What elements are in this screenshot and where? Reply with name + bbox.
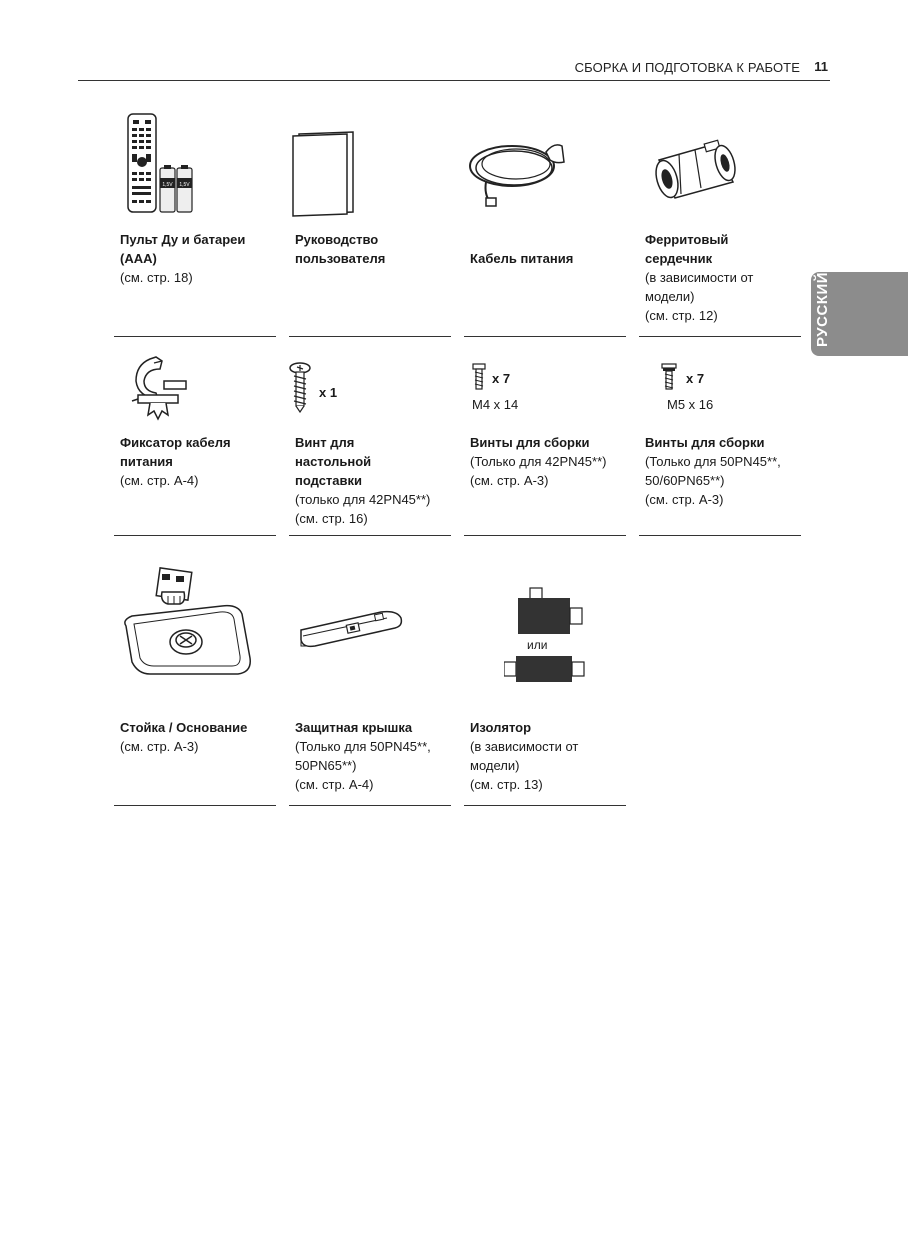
item-note-line: (см. стр. A-4) (120, 473, 199, 488)
item-title-line: Защитная крышка (295, 720, 413, 735)
quantity-label: x 7 (686, 371, 705, 386)
item-description (470, 718, 626, 794)
item-description (470, 433, 626, 490)
stand-screw-icon (289, 361, 311, 413)
item-divider (289, 805, 451, 806)
header-divider (78, 80, 830, 81)
item-note-line: (только для 42PN45**) (295, 492, 431, 507)
screw-size-label: M4 x 14 (472, 397, 519, 412)
language-tab (811, 272, 908, 356)
item-divider (639, 336, 801, 337)
item-divider (289, 336, 451, 337)
item-divider (639, 535, 801, 536)
item-title-line: Ферритовый (645, 232, 729, 247)
item-note-line: 50PN65**) (295, 758, 357, 773)
remote-batteries-icon (126, 112, 206, 216)
battery-label: 1,5V (179, 182, 190, 188)
item-description (120, 718, 276, 756)
item-description (295, 230, 451, 268)
quantity-label: x 1 (319, 385, 338, 400)
section-title: СБОРКА И ПОДГОТОВКА К РАБОТЕ (574, 60, 800, 75)
item-description (295, 718, 451, 794)
item-title-line: Фиксатор кабеля (120, 435, 231, 450)
item-note-line: (см. стр. 16) (295, 511, 368, 526)
item-divider (464, 535, 626, 536)
item-title-line: Руководство (295, 232, 379, 247)
item-note-line: (см. стр. 18) (120, 270, 193, 285)
page-number: 11 (814, 59, 828, 74)
language-tab-label: РУССКИЙ (814, 271, 831, 347)
item-title-line: питания (120, 454, 173, 469)
item-note-line: модели) (645, 289, 695, 304)
item-note-line: (см. стр. 12) (645, 308, 718, 323)
or-label: или (527, 638, 548, 652)
power-cable-icon (466, 132, 570, 208)
item-description (645, 433, 801, 509)
quantity-label: x 7 (492, 371, 511, 386)
screw-size-label: M5 x 16 (667, 397, 714, 412)
item-note-line: (см. стр. 13) (470, 777, 543, 792)
item-note-line: (Только для 50PN45**, (295, 739, 431, 754)
battery-label: 1,5V (162, 182, 173, 188)
item-title-line: Винты для сборки (470, 435, 590, 450)
item-note-line: (см. стр. A-3) (470, 473, 549, 488)
item-description (120, 433, 276, 490)
item-note-line: (Только для 42PN45**) (470, 454, 607, 469)
item-note-line: (Только для 50PN45**, (645, 454, 781, 469)
item-description (470, 249, 626, 268)
item-title-line: Винты для сборки (645, 435, 765, 450)
item-divider (114, 805, 276, 806)
stand-base-icon (114, 562, 254, 688)
item-divider (114, 535, 276, 536)
isolator-icon (504, 586, 588, 688)
item-title-line: Стойка / Основание (120, 720, 248, 735)
item-title-line: подставки (295, 473, 363, 488)
item-divider (289, 535, 451, 536)
item-title-line: пользователя (295, 251, 386, 266)
item-note-line: (см. стр. A-3) (645, 492, 724, 507)
item-note-line: 50/60PN65**) (645, 473, 725, 488)
screw-m4-icon (472, 363, 486, 391)
item-title-line: настольной (295, 454, 372, 469)
ferrite-core-icon (645, 130, 745, 206)
cable-holder-icon (128, 355, 192, 421)
screw-m5-icon (661, 363, 677, 391)
item-title-line: (AAA) (120, 251, 157, 266)
manual-book-icon (289, 128, 357, 218)
item-note-line: (см. стр. A-3) (120, 739, 199, 754)
protective-cover-icon (297, 606, 407, 652)
item-description (120, 230, 276, 287)
item-divider (464, 805, 626, 806)
item-description (295, 433, 451, 528)
item-divider (114, 336, 276, 337)
item-title-line: сердечник (645, 251, 713, 266)
item-note-line: (в зависимости от (645, 270, 754, 285)
item-note-line: (в зависимости от (470, 739, 579, 754)
item-title-line: Изолятор (470, 720, 532, 735)
item-title-line: Винт для (295, 435, 355, 450)
item-description (645, 230, 801, 325)
item-divider (464, 336, 626, 337)
item-title-line: Кабель питания (470, 251, 574, 266)
item-note-line: (см. стр. A-4) (295, 777, 374, 792)
item-title-line: Пульт Ду и батареи (120, 232, 246, 247)
item-note-line: модели) (470, 758, 520, 773)
